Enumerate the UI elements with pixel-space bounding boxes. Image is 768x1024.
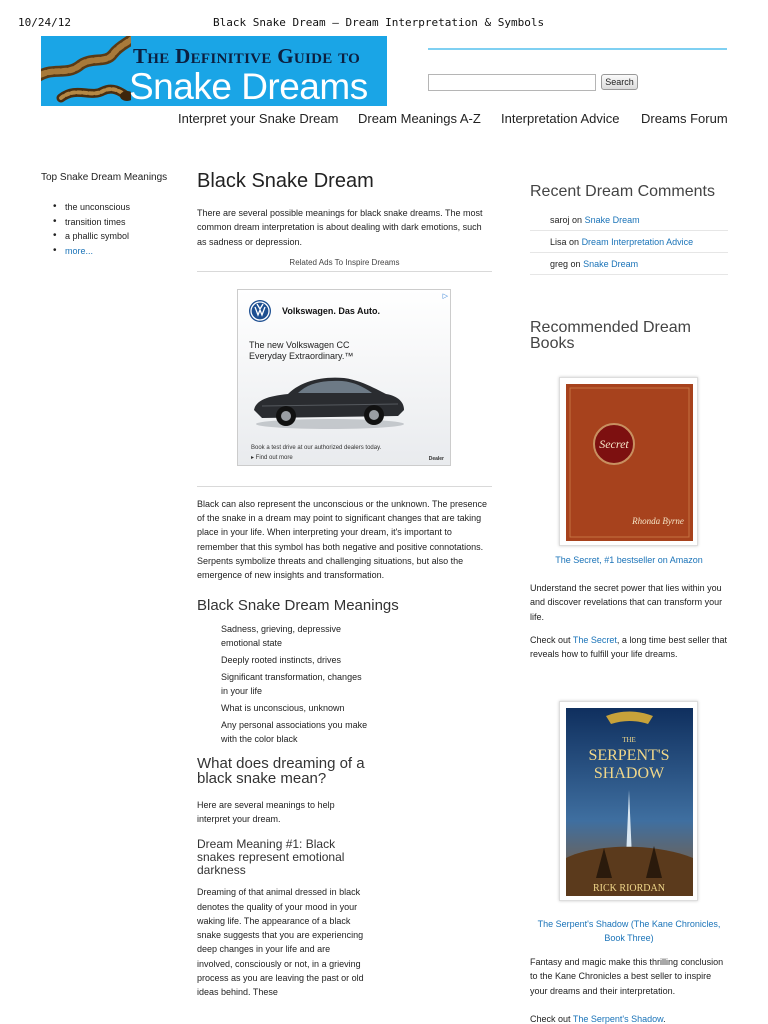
meanings-list — [197, 622, 492, 746]
book-cover-the-secret[interactable] — [559, 377, 698, 546]
more-link-text[interactable]: more... — [65, 245, 94, 256]
ad-banner[interactable] — [237, 289, 451, 466]
nav-item-interpretation-advice[interactable]: Interpretation Advice — [501, 111, 620, 126]
car-image — [248, 366, 408, 430]
book1-check-out — [530, 633, 728, 662]
ad-container — [197, 272, 492, 487]
book1-cover-title: Secret — [599, 437, 629, 451]
comment-link[interactable]: Dream Interpretation Advice — [581, 237, 694, 247]
snake-logo-icon — [41, 36, 131, 106]
nav-item-meanings-a-z[interactable]: Dream Meanings A-Z — [358, 111, 481, 126]
ad-find-out-link[interactable]: ▸ Find out more — [251, 454, 293, 461]
comment-author: saroj — [550, 215, 570, 225]
book1-check-link[interactable]: The Secret — [572, 635, 617, 645]
comment-item — [530, 209, 728, 231]
comment-item — [530, 231, 728, 253]
book2-caption[interactable]: The Serpent's Shadow (The Kane Chronicles, Book Three) — [537, 919, 721, 943]
book1-caption[interactable]: The Secret, #1 bestseller on Amazon — [555, 555, 703, 565]
meaning1-paragraph: Dreaming of that animal dressed in black denotes the quality of your mood in your waking life. The appearance of a black snake suggests that you are experiencing deep changes in your life and are involved, consciously or not, in a grieving process as you are leaving the past or old ideas behind. These — [197, 887, 364, 998]
list-item: Sadness, grieving, depressive emotional state — [221, 623, 342, 648]
book2-check-link[interactable]: The Serpent's Shadow — [572, 1014, 664, 1024]
book2-description: Fantasy and magic make this thrilling conclusion to the Kane Chronicles a best seller to inspire your dreams and their interpretation. — [530, 957, 724, 996]
header-divider — [428, 48, 727, 50]
ad-choices-icon[interactable]: ▷ — [442, 292, 448, 300]
ad-brand: Volkswagen. Das Auto. — [282, 305, 381, 316]
question-heading: What does dreaming of a black snake mean? — [197, 754, 365, 787]
book1-check-prefix: Check out — [530, 635, 571, 645]
search-button[interactable]: Search — [601, 74, 638, 90]
right-sidebar — [530, 183, 728, 352]
meaning1-heading: Dream Meaning #1: Black snakes represent emotional darkness — [197, 837, 345, 878]
body-paragraph: Black can also represent the unconscious or the unknown. The presence of the snake in a dream may point to significant changes that are taking place in your life. When interpreting your dream, it's important to remember that this symbol has both negative and positive connotations. Serpents symbolize threats and challenging situations, but also the emergence of new insights and transformation. — [197, 498, 488, 581]
meanings-heading: Black Snake Dream Meanings — [197, 596, 399, 614]
list-item: Any personal associations you make with the color black — [221, 719, 368, 744]
comment-on: on — [572, 215, 583, 225]
nav-item-interpret[interactable]: Interpret your Snake Dream — [178, 111, 339, 126]
recommended-books-title: Recommended Dream Books — [530, 319, 691, 352]
list-item[interactable]: • transition times — [65, 215, 186, 230]
recent-comments-title: Recent Dream Comments — [530, 183, 715, 200]
book2-cover-author: RICK RIORDAN — [593, 883, 665, 894]
print-header — [18, 16, 758, 30]
left-sidebar — [41, 172, 186, 258]
comment-on: on — [569, 237, 580, 247]
book2-cover-title2: SHADOW — [593, 765, 665, 782]
serpents-shadow-cover-image — [566, 708, 693, 896]
ads-label: Related Ads To Inspire Dreams — [197, 258, 492, 272]
book2-check-prefix: Check out — [530, 1014, 571, 1024]
comment-on: on — [570, 259, 581, 269]
print-title: Black Snake Dream – Dream Interpretation & Symbols — [213, 16, 545, 29]
page-title: Black Snake Dream — [197, 170, 374, 192]
intro-paragraph: There are several possible meanings for black snake dreams. The most common dream interpretation is about dealing with dark emotions, such as sadness or depression. — [197, 208, 483, 247]
print-date: 10/24/12 — [18, 16, 71, 29]
comment-item — [530, 253, 728, 275]
list-item[interactable]: • a phallic symbol — [65, 229, 186, 244]
the-secret-cover-image — [566, 384, 693, 541]
book1-check-suffix: , a long time best seller that reveals how to fulfill your life dreams. — [530, 635, 727, 660]
book2-check-out — [530, 1012, 728, 1024]
book2-check-suffix: . — [663, 1014, 666, 1024]
comments-list — [530, 209, 728, 275]
comment-author: Lisa — [550, 237, 567, 247]
ad-small-print: Book a test drive at our authorized dealers today. — [251, 444, 382, 451]
list-item: Deeply rooted instincts, drives — [221, 654, 342, 665]
main-content — [197, 170, 492, 1000]
book1-description: Understand the secret power that lies within you and discover revelations that can transform your life. — [530, 583, 723, 622]
nav-item-dreams-forum[interactable]: Dreams Forum — [641, 111, 728, 126]
ad-dealer-label: Dealer — [428, 455, 444, 462]
ad-subheadline: Everyday Extraordinary.™ — [249, 350, 354, 361]
comment-link[interactable]: Snake Dream — [583, 259, 639, 269]
ad-headline: The new Volkswagen CC — [249, 339, 350, 350]
logo-tagline: The Definitive Guide to — [133, 44, 361, 68]
book2-cover-the: THE — [622, 736, 636, 744]
comment-author: greg — [550, 259, 569, 269]
list-item[interactable]: • the unconscious — [65, 200, 186, 215]
book2-cover-title1: SERPENT'S — [588, 747, 670, 764]
list-item: What is unconscious, unknown — [221, 702, 345, 713]
list-item: Significant transformation, changes in your life — [221, 671, 362, 696]
book-cover-serpents-shadow[interactable] — [559, 701, 698, 901]
vw-logo-icon — [248, 299, 272, 323]
book1-cover-author: Rhonda Byrne — [632, 516, 684, 526]
top-meanings-list — [41, 200, 186, 258]
site-logo[interactable] — [41, 36, 387, 106]
top-meanings-title: Top Snake Dream Meanings — [41, 172, 168, 183]
search-input[interactable] — [428, 74, 596, 91]
comment-link[interactable]: Snake Dream — [584, 215, 640, 225]
question-intro: Here are several meanings to help interpret your dream. — [197, 799, 335, 824]
logo-title: Snake Dreams — [129, 66, 368, 106]
more-link[interactable] — [65, 244, 186, 259]
